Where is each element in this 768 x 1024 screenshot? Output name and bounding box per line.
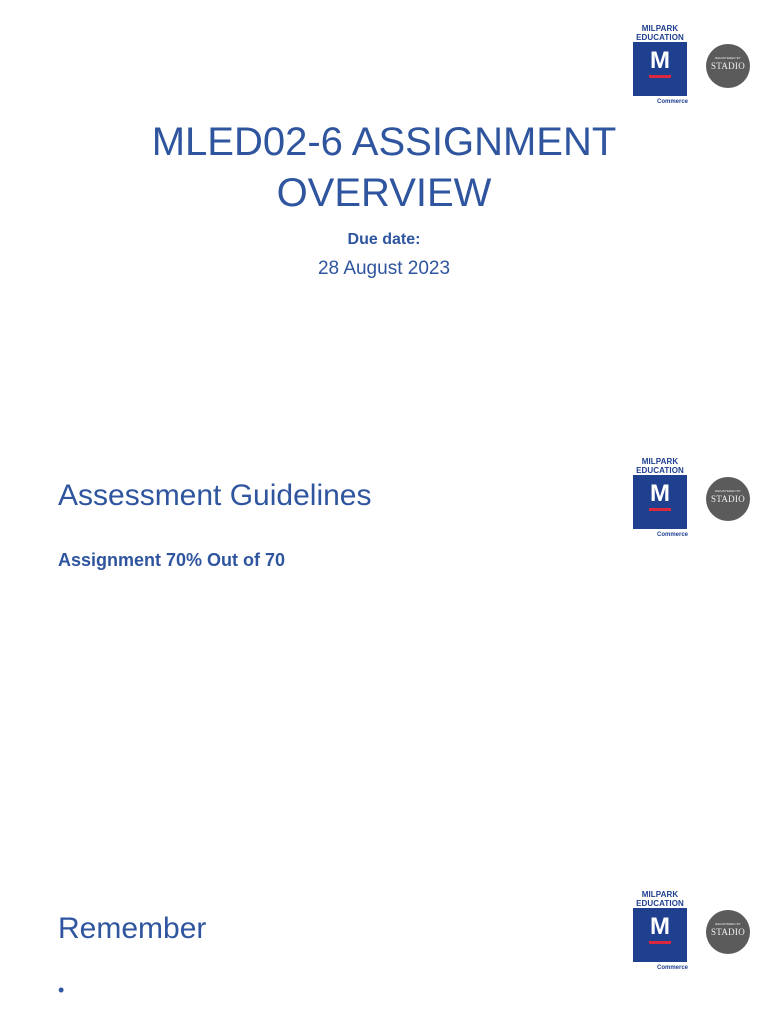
logo-group [632,457,756,541]
slide-assignment-overview [0,0,768,433]
milpark-education-logo [632,890,688,974]
assessment-guidelines-title: Assessment Guidelines [58,479,372,512]
milpark-logo-letter: M [650,47,670,74]
commerce-label: Commerce [656,532,688,538]
milpark-education-wordmark: MILPARK EDUCATION [636,890,684,908]
milpark-logo-box [633,475,687,529]
milpark-logo-red-bar [649,75,671,78]
slide-remember [0,866,768,1024]
bullet-point: • [58,980,65,1000]
milpark-education-logo [632,457,688,541]
stadio-badge-icon [706,477,750,521]
assignment-overview-title: MLED02-6 ASSIGNMENT OVERVIEW [151,120,617,215]
stadio-badge-top-text: REGISTERED BY [715,922,741,926]
milpark-education-logo [632,24,688,108]
milpark-logo-letter: M [650,480,670,507]
milpark-education-wordmark: MILPARK EDUCATION [636,457,684,475]
milpark-education-wordmark: MILPARK EDUCATION [636,24,684,42]
remember-title: Remember [58,912,207,945]
due-date-value: 28 August 2023 [317,258,451,279]
milpark-logo-box [633,42,687,96]
due-date-label: Due date: [347,231,421,248]
milpark-logo-red-bar [649,941,671,944]
stadio-badge-top-text: REGISTERED BY [715,56,741,60]
commerce-label: Commerce [656,99,688,105]
stadio-badge-top-text: REGISTERED BY [715,489,741,493]
logo-group [632,24,756,108]
slide-assessment-guidelines [0,433,768,866]
logo-group [632,890,756,974]
commerce-label: Commerce [656,965,688,971]
stadio-badge-icon [706,44,750,88]
milpark-logo-box [633,908,687,962]
milpark-logo-letter: M [650,913,670,940]
stadio-badge-main-text: STADIO [710,494,746,504]
assignment-weighting-text: Assignment 70% Out of 70 [58,550,286,570]
stadio-badge-icon [706,910,750,954]
milpark-logo-red-bar [649,508,671,511]
stadio-badge-main-text: STADIO [710,927,746,937]
stadio-badge-main-text: STADIO [710,61,746,71]
